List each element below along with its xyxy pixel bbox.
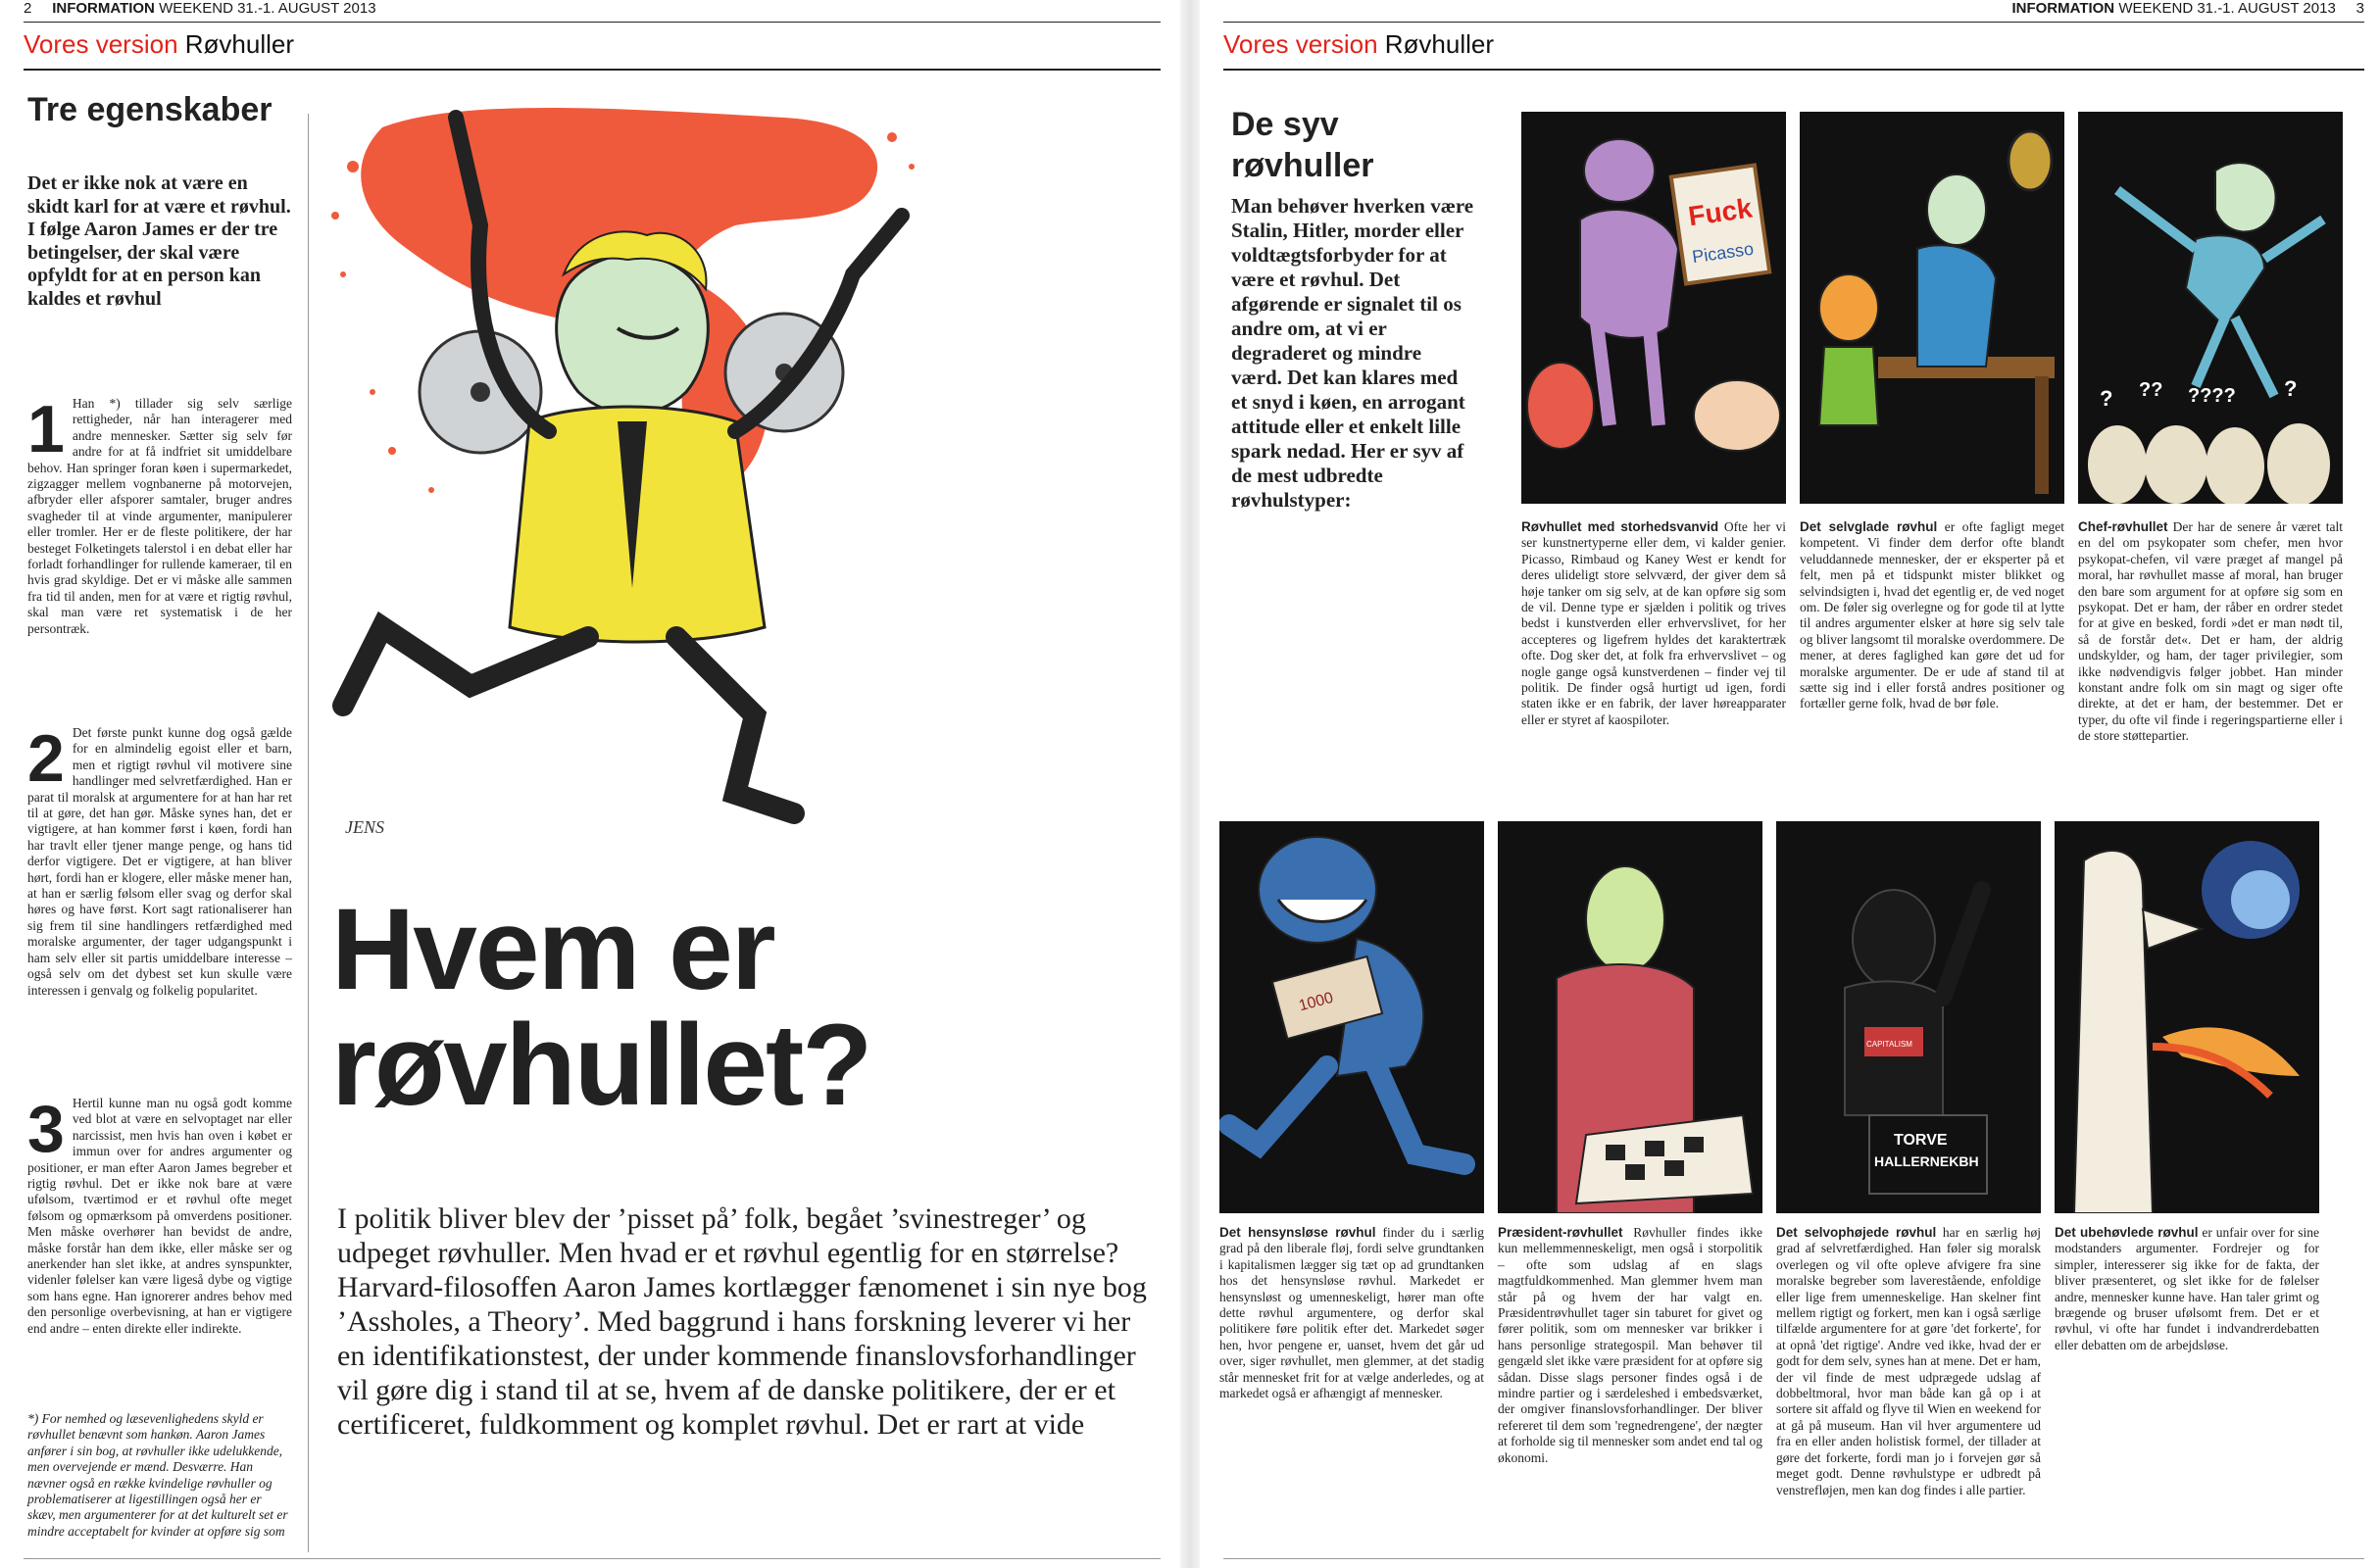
cartoon-hensynsloese: [1219, 821, 1484, 1213]
folio-right: [2011, 0, 2364, 17]
column-divider: [308, 114, 309, 1552]
point-number: 3: [27, 1092, 65, 1166]
type-text: er ofte fagligt meget kompetent. Vi finder dem derfor ofte blandt veluddannede mennesker, der er eksperter på et felt, men på et tidspunkt mister blikket og selvindsigten i, hvad det egentlig er, de ved noget om. De føler sig overlegne og for gode til at lytte til andres argumenter elsker at høre sig selv tale og bliver langsomt til moralske overdommere. De mener, at deres faglighed kan gøre det ud for moralske argumenter. De er ude af stand til at sætte sig ind i eller forstå andres positioner og fortæller gerne folk, hvad de bør føle.: [1800, 519, 2064, 711]
gutter: [1180, 0, 1200, 1568]
page-number: 2: [24, 0, 32, 17]
type-text: er unfair over for sine modstanders argumenter. Fordrejer og for simpler, interesserer sig ikke for de fakta, der bliver præsenteret, og slet ikke for de følelser andre, mennesker kunne have. Han taler grimt og brægende og bruser ufølsomt frem. Det er et røvhul, vi ofte har fundet i indvandrerdebatten eller debatten om de arbejdsløse.: [2055, 1225, 2319, 1352]
point-text: Hertil kunne man nu også godt komme ved blot at være en selvoptaget nar eller narcissist, men hvis han oven i købet er immun over for andres argumenter og positioner, er man efter Aaron James begreber et rigtig røvhul. Det er ikke nok bare at være ufølsom, tværtimod er et røvhul ofte meget følsom og opmærksom på omverdens positioner. Men måske overhører han bevidst de andre, måske forstår han dem ikke, eller måske ser og anerkender han slet ikke, at andres synspunkter, videnler følelser kan være ligeså dybe og vigtige som hans egne. Han ignorerer andres behov med den personlige overbevisning, at han er vigtigere end andre – enten direkte eller indirekte.: [27, 1096, 292, 1336]
page-number: 3: [2355, 0, 2364, 17]
section-head: [24, 29, 294, 60]
folio-rule: [24, 22, 1161, 23]
point-number: 2: [27, 721, 65, 796]
edition-date: WEEKEND 31.-1. AUGUST 2013: [159, 0, 376, 17]
footnote: *) For nemhed og læsevenlighedens skyld er røvhullet benævnt som hankøn. Aaron James anfører i sin bog, at røvhuller ikke udelukkende, men overvejende er mænd. Desværre. Han nævner også en række kvindelige røvhuller og problematiserer at ligestillingen også her er skæv, men argumenterer for at det kulturelt set er mindre acceptabelt for kvinder at opføre sig som: [27, 1411, 288, 1539]
caption-hensynsloese: [1219, 1225, 1484, 1401]
main-illustration: [323, 78, 1088, 853]
section-head: [1223, 29, 1494, 60]
point-1: [27, 392, 292, 637]
masthead: INFORMATION: [2011, 0, 2115, 17]
edition-date: WEEKEND 31.-1. AUGUST 2013: [2118, 0, 2336, 17]
cartoon-storhedsvanvid: [1521, 112, 1786, 504]
left-page: [0, 0, 1180, 1568]
point-text: Det første punkt kunne dog også gælde for en almindelig egoist eller et barn, men et rigtigt røvhul vil motivere sine handlinger med selvretfærdighed. Han er parat til moralsk at argumentere for at han har ret til at gøre, det han gør. Måske synes han, det er vigtigere, at han kommer først i køen, fordi han har travlt eller tjener mange penge, og hans tid derfor vigtigere. Det er vigtigere, at han bliver hørt, fordi han er klogere, eller måske mener han, at han er særlig følsom eller svag og derfor skal høres og have først. Kort sagt rationaliserer han sig frem til sine handlingers retfærdighed med moralske argumenter, der tager udgangspunkt i ham selv eller sit partis umiddelbare interesse – også selv om det dybest set kun skulle være interessen i genvalg og folkelig popularitet.: [27, 725, 292, 998]
cartoon-word: Fuck: [1686, 192, 1755, 232]
section-rule: [24, 69, 1161, 71]
masthead: INFORMATION: [52, 0, 155, 17]
cartoon-word: ?: [2100, 386, 2113, 411]
section-topic: Røvhuller: [184, 29, 295, 59]
cartoon-word: ??: [2139, 379, 2163, 401]
point-text: Han *) tillader sig selv særlige rettigheder, når han interagerer med andre mennesker. Sætter sig selv før andre for at få indfriet sit umiddelbare behov. Han springer foran køen i supermarkedet, zigzagger mellem vognbanerne på motorvejen, afbryder eller afsporer samtaler, bruger andres svagheder til at vinde argumenter, manipulerer eller tromler. Her er de fleste politikere, der har besteget Folketingets talerstol i en debat eller har forladt forhandlinger for rullende kameraer, til en hvis grad skyldige. Det er vi måske alle sammen fra tid til anden, men for at være et rigtig røvhul, skal man være ret systematisk i de her persontræk.: [27, 396, 292, 636]
cartoon-word: CAPITALISM: [1866, 1040, 1912, 1049]
sidebar-deck: Man behøver hverken være Stalin, Hitler, morder eller voldtægtsforbyder for at være et røvhul. Det afgørende er signalet til os andre om, at vi er degraderet og mindre værd. Det kan klares med et snyd i køen, en arrogant attitude eller et enkelt lille spark nedad. Her er syv af de mest udbredte røvhulstyper:: [1231, 194, 1474, 512]
caption-praesident: [1498, 1225, 1762, 1466]
right-page: [1200, 0, 2380, 1568]
point-3: [27, 1092, 292, 1337]
cartoon-word: Picasso: [1690, 238, 1756, 268]
caption-ubehoevlede: [2055, 1225, 2319, 1353]
point-number: 1: [27, 392, 65, 466]
sidebar-title: De syv røvhuller: [1231, 106, 1374, 184]
type-title: Det selvophøjede røvhul: [1776, 1225, 1937, 1240]
caption-chef: [2078, 519, 2343, 745]
caption-storhedsvanvid: [1521, 519, 1786, 728]
artist-signature: JENS: [345, 817, 384, 837]
point-2: [27, 721, 292, 999]
sidebar-deck: Det er ikke nok at være en skidt karl for at være et røvhul. I følge Aaron James er der tre betingelser, der skal være opfyldt for at en person kan kaldes et røvhul: [27, 172, 291, 310]
type-title: Det selvglade røvhul: [1800, 519, 1938, 534]
saw-blade-left: [420, 331, 541, 453]
type-title: Det ubehøvlede røvhul: [2055, 1225, 2199, 1240]
bottom-rule: [1223, 1558, 2364, 1559]
headline: Hvem er røvhullet?: [331, 885, 871, 1130]
sidebar-title: Tre egenskaber: [27, 91, 273, 128]
cartoon-ubehoevlede: [2055, 821, 2319, 1213]
section-rule: [1223, 69, 2364, 71]
type-text: Der har de senere år været talt en del om psykopater som chefer, men hvor psykopat-chefen, vil være præget af mangel på moral, har røvhullet masse af moral, han bruger den bare som argument for at opføre sig som en psykopat. Det er ham, der råber en ordrer stedet for at give en besked, fordi »det er man nødt til, så de forstår det«. Det er ham, der aldrig undskylder, og ham, der tager privilegier, som ikke nødvendigvis følger jobbet. Han minder konstant andre folk om sin magt og siger ofte direkte, at det er ham, der bestemmer. Det er typer, du ofte vil finde i regeringspartierne eller i de store støttepartier.: [2078, 519, 2343, 744]
type-text: Røvhuller findes ikke kun mellemmenneskeligt, men også i storpolitik – ofte som udslag af en slags magtfuldkommenhed. Man glemmer hvem man står på og hvem der har valgt en. Præsidentrøvhullet tager sin taburet for givet og fører politik, som om mennesker var brikker i hans personlige strategospil. Man behøver til gengæld slet ikke være præsident for at opføre sig sådan. Disse slags personer findes også i de mindre partier og i særdeleshed i embedsværket, der omgiver finanslovsforhandlinger. Der bliver refereret til dem som 'regnedrengene', der nægter at forholde sig til mennesker som andet end tal og økonomi.: [1498, 1225, 1762, 1465]
type-title: Røvhullet med storhedsvanvid: [1521, 519, 1719, 534]
cartoon-word: ????: [2188, 385, 2236, 407]
type-text: har en særlig høj grad af selvretfærdighed. Han føler sig moralsk overlegen og vil ofte opleve afvigere fra sine moralske begreber som laverestående, enfoldige eller lige frem umenneskelige. Han skelner fint mellem rigtigt og forkert, men kan i også særlige tilfælde argumentere for at gøre 'det forkerte', for at opnå 'det rigtige'. Andre ved ikke, hvad der er godt for dem selv, synes han at mene. Det er ham, der vil finde de mest udprægede udslag af dobbeltmoral, hvor man både kan gå op i at sortere sit affald og flyve til Wien en weekend for at gå på museum. Han vil hver argumentere ud fra en eller anden holistisk formel, der tillader at gøre det forkerte, fordi man jo i forvejen gør så meget godt. Denne røvhulstype er udbredt på venstrefløjen, men kan dog findes i alle partier.: [1776, 1225, 2042, 1497]
cartoon-word: TORVE: [1894, 1132, 1948, 1149]
caption-selvophoejede: [1776, 1225, 2041, 1498]
cartoon-word: HALLERNEKBH: [1874, 1153, 1979, 1169]
folio-rule: [1223, 22, 2364, 23]
intro-text: I politik bliver blev der ’pisset på’ folk, begået ’svinestreger’ og udpeget røvhuller. Men hvad er et røvhul egentlig for en størrelse? Harvard-filosoffen Aaron James kortlægger fænomenet i sin nye bog ’Assholes, a Theory’. Med baggrund i hans forskning leverer vi her en identifikationstest, der under kommende finanslovsforhandlinger vil gøre dig i stand til at se, hvem af de danske politikere, der er et certificeret, fuldkomment og komplet røvhul. Det er rart at vide: [337, 1202, 1147, 1441]
section-kicker: Vores version: [1223, 29, 1378, 59]
type-text: finder du i særlig grad på den liberale fløj, fordi selve grundtanken i kapitalismen lægger sig tæt op ad grundtanken hos det hensynsløse røvhul. Markedet er hensynsløst og umenneskeligt, hører man ofte dette røvhul argumentere, og derfor skal politikere føre politik efter det. Markedet søger hen, hvor pengene er, uanset, hvem det går ud over, siger røvhullet, men glemmer, at det stadig står mennesket frit for at vælge anderledes, og at markedet også er afhængigt af mennesker.: [1219, 1225, 1484, 1401]
cartoon-word: ?: [2284, 376, 2298, 401]
section-kicker: Vores version: [24, 29, 178, 59]
cartoon-selvophoejede: [1776, 821, 2041, 1213]
cartoon-selvglade: [1800, 112, 2064, 504]
cartoon-praesident: [1498, 821, 1762, 1213]
caption-selvglade: [1800, 519, 2064, 712]
type-text: Ofte her vi ser kunstnertyperne eller dem, vi kalder genier. Picasso, Rimbaud og Kaney West er kendt for deres ulideligt store selvværd, der giver dem så høje tanker om sig selv, at de kan opføre sig som de vil. Denne type er sjælden i politik og trives bedst i kunstverden eller erhvervslivet, for her accepteres og ligefrem hyldes det karaktertræk ofte. Dog sker det, at folk fra erhvervslivet – og nogle gange også kunstverdenen – finder vej til politik. De finder også hurtigt ud igen, fordi staten ikke er en fabrik, der laver høreapparater eller er styret af kaospiloter.: [1521, 519, 1787, 727]
type-title: Præsident-røvhullet: [1498, 1225, 1623, 1240]
cartoon-word: 1000: [1297, 989, 1335, 1015]
bottom-rule: [24, 1558, 1161, 1559]
folio-left: [24, 0, 376, 17]
type-title: Det hensynsløse røvhul: [1219, 1225, 1376, 1240]
section-topic: Røvhuller: [1384, 29, 1495, 59]
type-title: Chef-røvhullet: [2078, 519, 2168, 534]
cartoon-chef: [2078, 112, 2343, 504]
